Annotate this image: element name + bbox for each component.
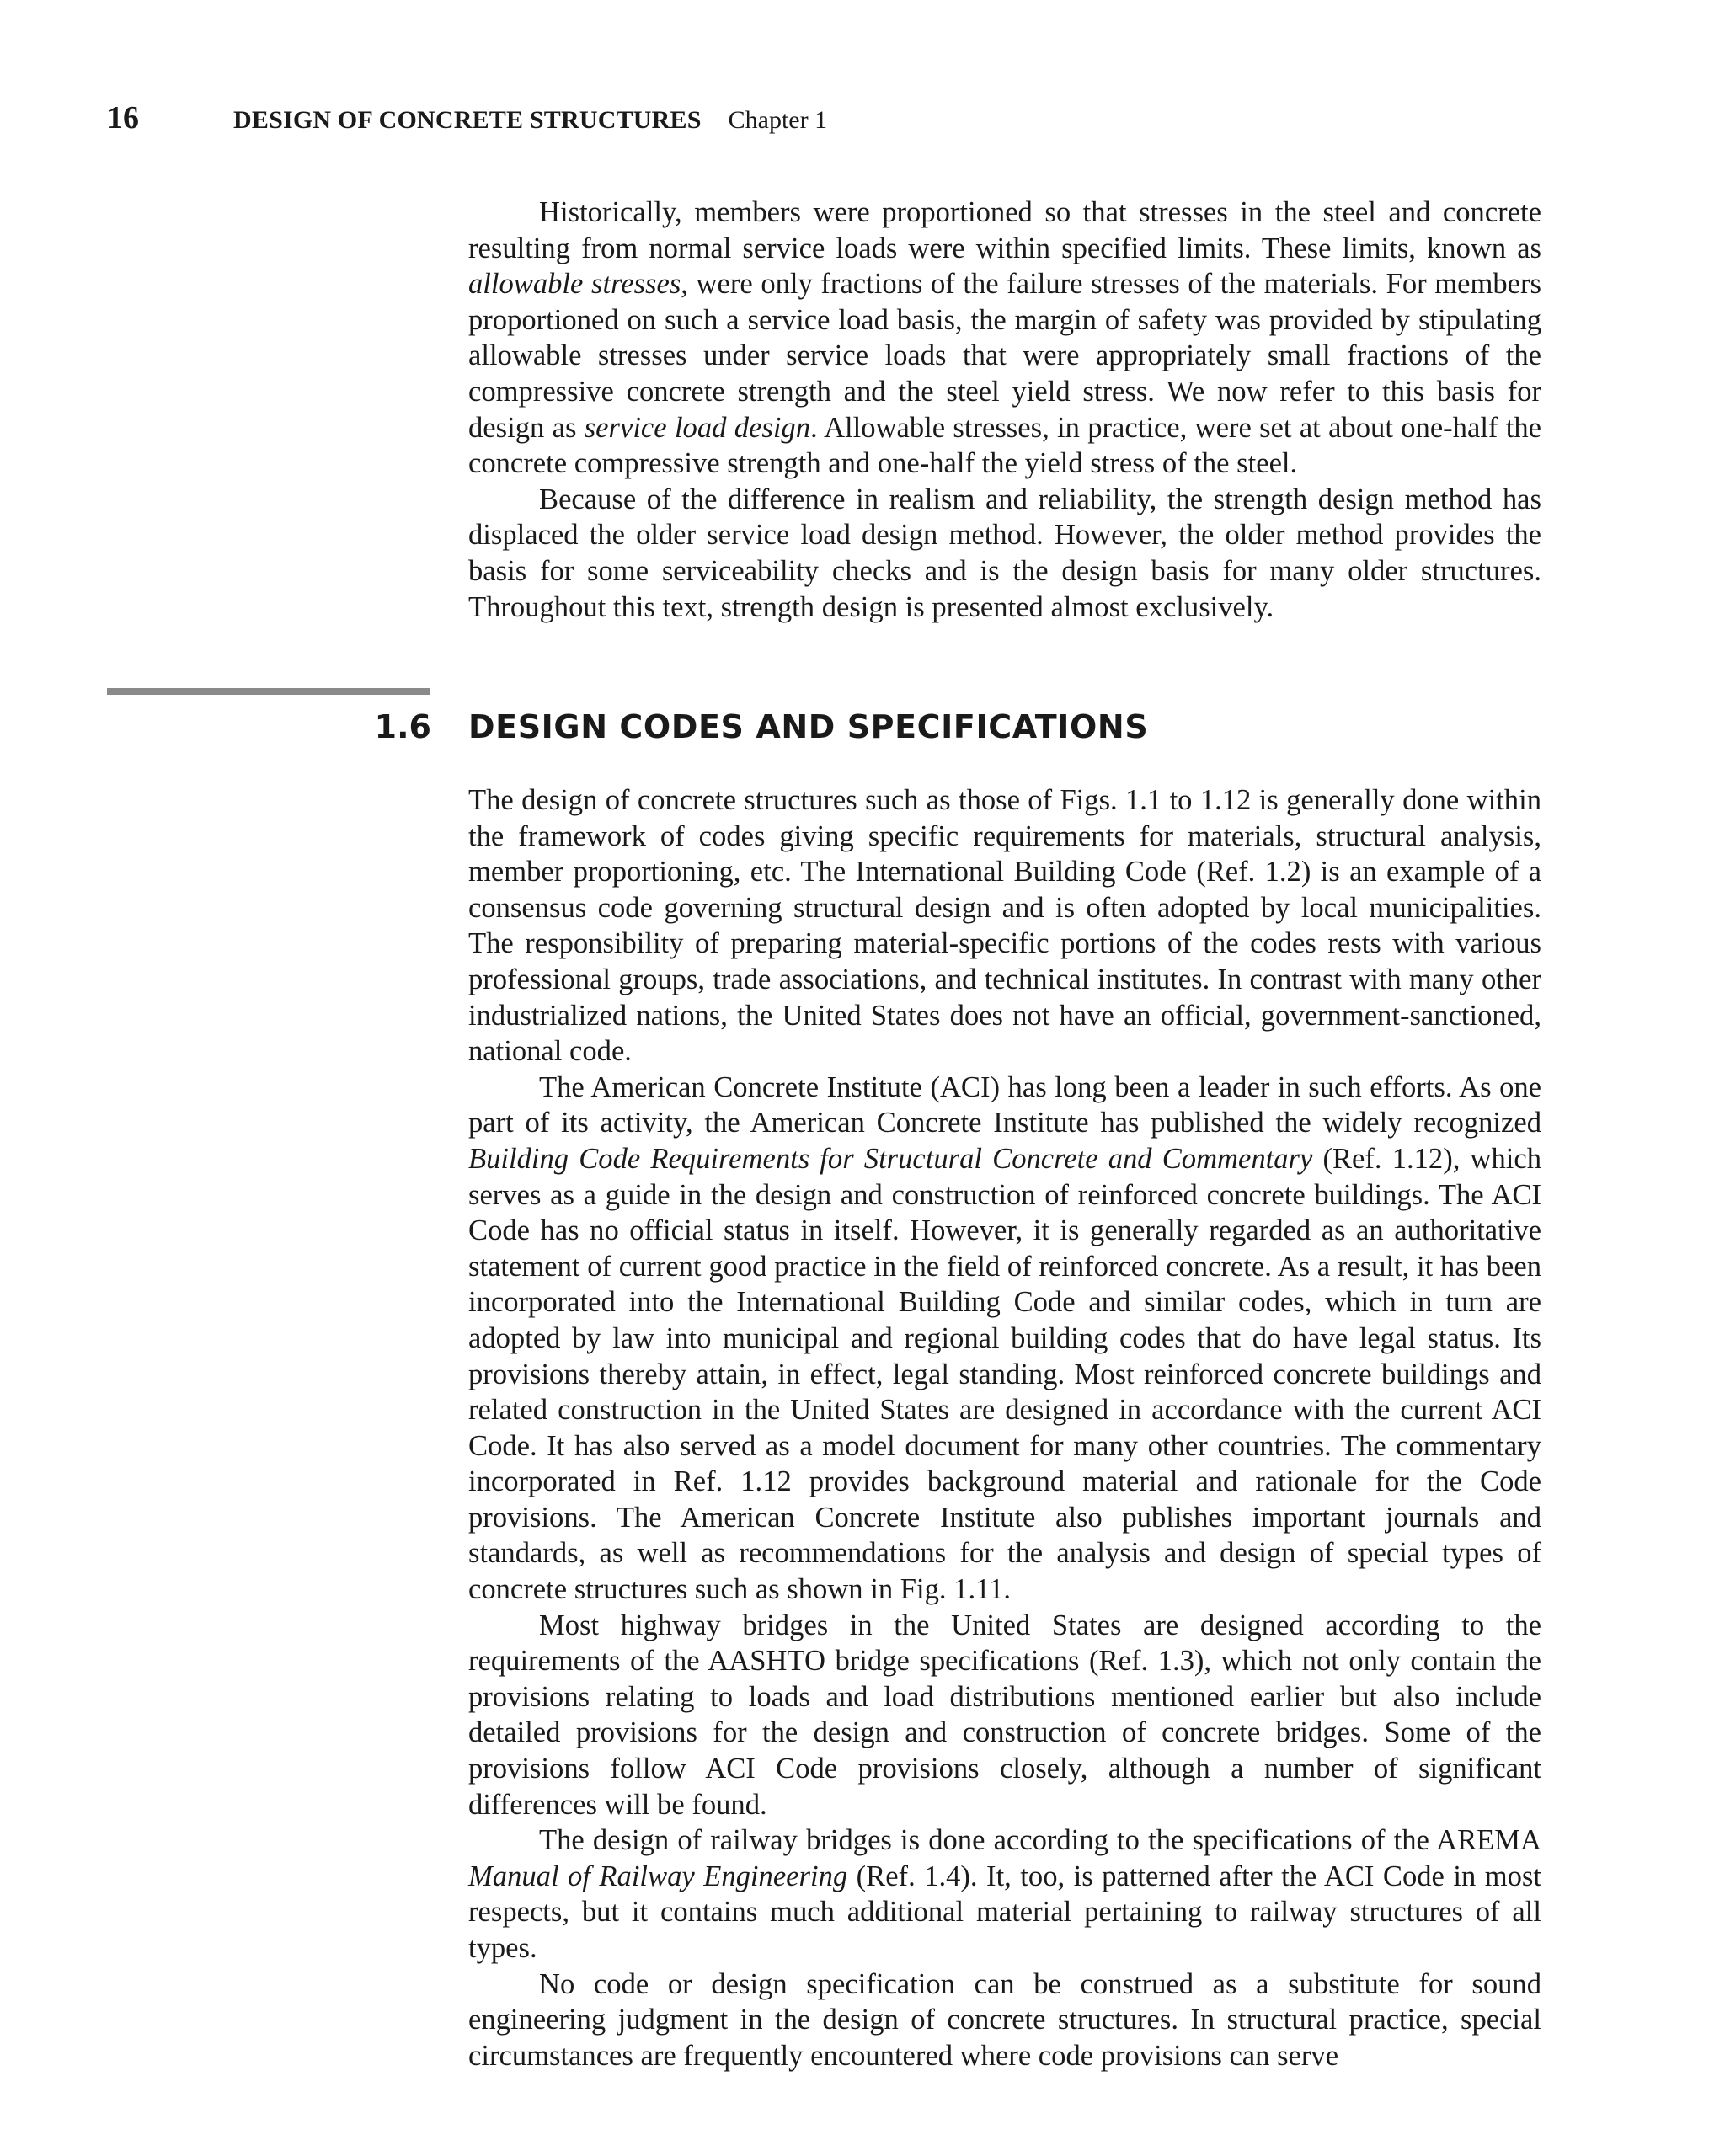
section-body-text bbox=[468, 782, 1541, 2073]
paragraph-engineering-judgment: No code or design specification can be construed as a substitute for sound engineering judgment in the design of concrete structures. In structural practice, special circumstances are frequently encountered where code provisions can serve bbox=[468, 1967, 1541, 2072]
paragraph-aashto: Most highway bridges in the United States are designed according to the requirements of the AASHTO bridge specifications (Ref. 1.3), which not only contain the provisions relating to loads and load distributions mentioned earlier but also include detailed provisions for the design and construction of concrete bridges. Some of the provisions follow ACI Code provisions closely, although a number of significant differences will be found. bbox=[468, 1609, 1541, 1821]
page-number: 16 bbox=[107, 100, 139, 136]
italic-title-arema-manual: Manual of Railway Engineering bbox=[468, 1860, 848, 1892]
paragraph-text: Historically, members were proportioned so that stresses in the steel and concrete resulting from normal service loads were within specified limits. These limits, known as bbox=[468, 196, 1541, 264]
italic-title-aci-building-code: Building Code Requirements for Structural Concrete and Commentary bbox=[468, 1142, 1313, 1175]
chapter-label: Chapter 1 bbox=[728, 106, 828, 134]
paragraph-codes-framework: The design of concrete structures such as those of Figs. 1.1 to 1.12 is generally done within the framework of codes giving specific requirements for materials, structural analysis, member proportioning, etc. The International Building Code (Ref. 1.2) is an example of a consensus code governing structural design and is often adopted by local municipalities. The responsibility of preparing material-specific portions of the codes rests with various professional groups, trade associations, and technical institutes. In contrast with many other industrialized nations, the United States does not have an official, government-sanctioned, national code. bbox=[468, 784, 1541, 1068]
paragraph-text: , were only fractions of the failure stresses of the materials. For members proportioned on such a service load basis, the margin of safety was provided by stipulating allowable stresses under service loads that were appropriately small fractions of the compressive concrete strength and the steel yield stress. We now refer to this basis for design as bbox=[468, 268, 1541, 444]
italic-term-service-load-design: service load design bbox=[584, 411, 811, 444]
paragraph-text: The American Concrete Institute (ACI) has long been a leader in such efforts. As one part of its activity, the American Concrete Institute has published the widely recognized bbox=[468, 1070, 1541, 1139]
paragraph-text: (Ref. 1.4). It, too, is patterned after the ACI Code in most respects, but it contains much additional material pertaining to railway structures of all types. bbox=[468, 1860, 1541, 1964]
paragraph-text: The design of railway bridges is done according to the specifications of the AREMA bbox=[539, 1824, 1541, 1857]
intro-text-block bbox=[468, 195, 1541, 625]
paragraph-aci-code bbox=[468, 1070, 1541, 1608]
paragraph-strength-design: Because of the difference in realism and reliability, the strength design method has displaced the older service load design method. However, the older method provides the basis for some serviceability checks and is the design basis for many older structures. Throughout this text, strength design is presented almost exclusively. bbox=[468, 483, 1541, 623]
section-number: 1.6 bbox=[374, 708, 431, 745]
paragraph-allowable-stresses bbox=[468, 195, 1541, 482]
section-title: DESIGN CODES AND SPECIFICATIONS bbox=[468, 708, 1149, 745]
paragraph-text: . Allowable stresses, in practice, were set at about one-half the concrete compressive strength and one-half the yield stress of the steel. bbox=[468, 411, 1541, 480]
paragraph-arema bbox=[468, 1822, 1541, 1966]
section-divider-rule bbox=[107, 688, 430, 695]
running-head bbox=[107, 99, 827, 141]
book-title: DESIGN OF CONCRETE STRUCTURES bbox=[233, 106, 702, 134]
italic-term-allowable-stresses: allowable stresses bbox=[468, 268, 681, 301]
paragraph-text: (Ref. 1.12), which serves as a guide in the design and construction of reinforced concrete buildings. The ACI Code has no official status in itself. However, it is generally regarded as an authoritative statement of current good practice in the field of reinforced concrete. As a result, it has been incorporated into the International Building Code and similar codes, which in turn are adopted by law into municipal and regional building codes that do have legal status. Its provisions thereby attain, in effect, legal standing. Most reinforced concrete buildings and related construction in the United States are designed in accordance with the current ACI Code. It has also served as a model document for many other countries. The commentary incorporated in Ref. 1.12 provides background material and rationale for the Code provisions. The American Concrete Institute also publishes important journals and standards, as well as recommendations for the analysis and design of special types of concrete structures such as shown in Fig. 1.11. bbox=[468, 1142, 1541, 1606]
